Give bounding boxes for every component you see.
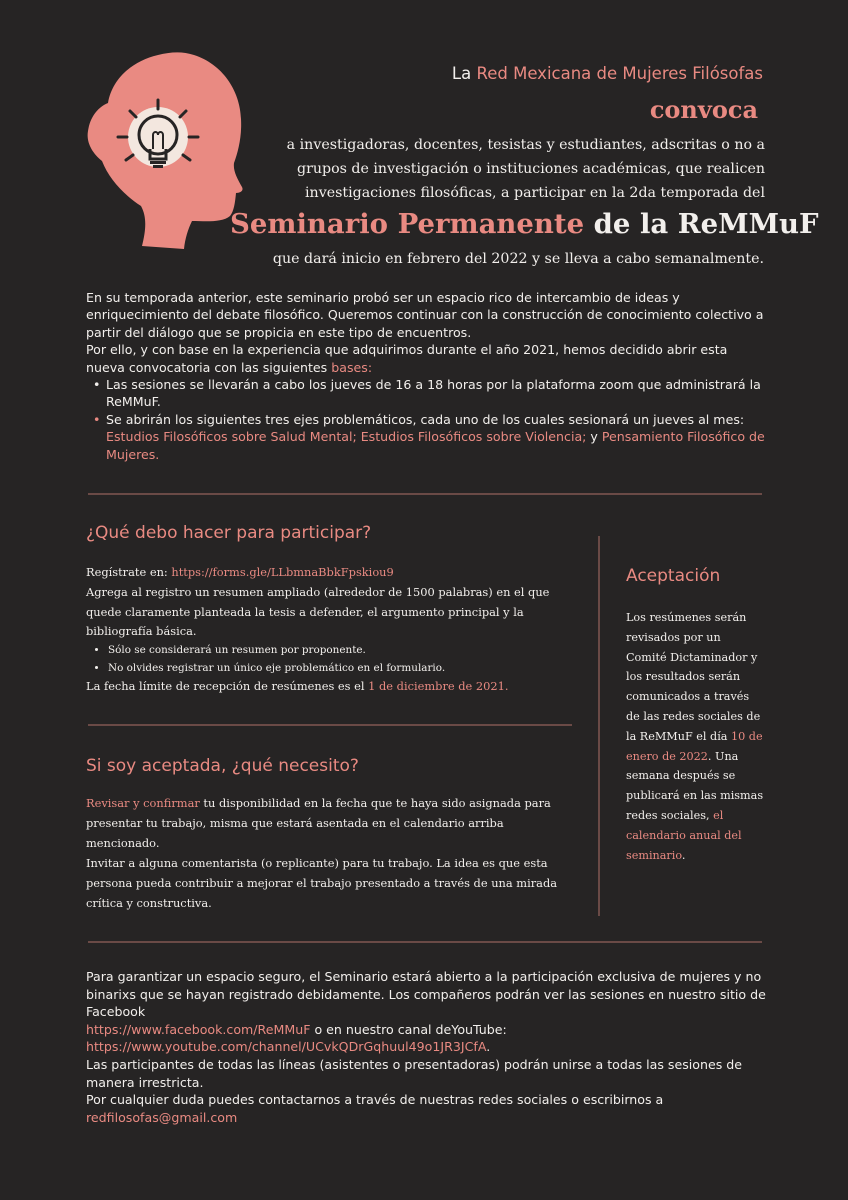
aceptada-paragraph-text: tu disponibilidad en la fecha que te haya sido asignada para presentar tu trabajo, misma que estará asentada en el calendario arriba mencionado.: [86, 796, 551, 850]
footer-text-part: Por cualquier duda puedes contactarnos a través de nuestras redes sociales o escribirnos a: [86, 1092, 664, 1108]
body-paragraph: En su temporada anterior, este seminario probó ser un espacio rico de intercambio de ideas y enriquecimiento del debate filosófico. Queremos continuar con la construcción de conocimiento colectivo a partir del diálogo que se propicia en este tipo de encuentros.: [86, 290, 764, 340]
bases-list: [86, 376, 766, 463]
divider: [88, 941, 762, 943]
aceptada-text: [86, 794, 576, 913]
bases-item-text: Se abrirán los siguientes tres ejes problemáticos, cada uno de los cuales sesionará un jueves al mes:: [106, 411, 745, 427]
footer-paragraph: Las participantes de todas las líneas (asistentes o presentadoras) podrán unirse a todas las sesiones de manera irrestricta.: [86, 1056, 743, 1090]
organization-line: [300, 64, 763, 83]
body-paragraph: [86, 341, 766, 376]
participar-text: [86, 563, 576, 697]
aceptacion-text-part: . Una semana después se publicará en las mismas redes sociales,: [626, 749, 764, 822]
email-link[interactable]: redfilosofas@gmail.com: [86, 1109, 238, 1125]
divider: [88, 724, 572, 726]
aceptada-paragraph: [86, 794, 576, 854]
deadline-text: La fecha límite de recepción de resúmenes es el: [86, 679, 369, 694]
participar-description: Agrega al registro un resumen ampliado (alrededor de 1500 palabras) en el que quede claramente planteada la tesis a defender, el argumento principal y la bibliografía básica.: [86, 584, 550, 639]
deadline-line: [86, 677, 576, 697]
results-date: 10 de enero de 2022: [626, 729, 763, 763]
register-link[interactable]: https://forms.gle/LLbmnaBbkFpskiou9: [171, 565, 394, 579]
intro-text: [270, 133, 765, 205]
aceptada-paragraph: Invitar a alguna comentarista (o replicante) para tu trabajo. La idea es que esta persona pueda contribuir a mejorar el trabajo presentado a través de una mirada crítica y constructiva.: [86, 855, 558, 910]
deadline-date: 1 de diciembre de 2021.: [368, 679, 509, 694]
seminar-title-accent: Seminario Permanente: [230, 208, 585, 240]
participar-bullets: [86, 642, 576, 677]
aceptacion-text: [626, 608, 764, 865]
seminar-title: [230, 208, 819, 240]
youtube-link[interactable]: https://www.youtube.com/channel/UCvkQDrGqhuul49o1JR3JCfA: [86, 1039, 487, 1055]
axis-list: Estudios Filosóficos sobre Salud Mental; Estudios Filosóficos sobre Violencia;: [106, 429, 587, 445]
footer-text-part: Para garantizar un espacio seguro, el Seminario estará abierto a la participación exclusiva de mujeres y no binarixs que se hayan registrado debidamente. Los compañeros podrán ver las sesiones en nuestro sitio de Facebook: [86, 969, 766, 1020]
footer-paragraph: [86, 968, 766, 1056]
convoca-heading: convoca: [649, 95, 758, 124]
aceptada-heading: Si soy aceptada, ¿qué necesito?: [86, 756, 359, 776]
register-label: Regístrate en:: [86, 565, 172, 579]
intro-line: a investigadoras, docentes, tesistas y estudiantes, adscritas o no a: [286, 137, 765, 153]
start-date-line: que dará inicio en febrero del 2022 y se lleva a cabo semanalmente.: [272, 251, 764, 267]
annual-calendar: el calendario anual del seminario: [626, 808, 742, 862]
footer-text-part: o en nuestro canal deYouTube:: [310, 1021, 507, 1037]
footer-text-part: .: [486, 1039, 491, 1055]
footer-paragraph: [86, 1091, 766, 1126]
intro-line: grupos de investigación o instituciones académicas, que realicen: [296, 161, 765, 177]
participar-bullet: • Sólo se considerará un resumen por proponente.: [108, 642, 576, 660]
woman-head-lightbulb-icon: [84, 45, 244, 250]
bases-label: bases:: [331, 359, 373, 375]
org-prefix: La: [451, 64, 477, 83]
org-name: Red Mexicana de Mujeres Filósofas: [476, 64, 763, 83]
footer-text: [86, 968, 766, 1126]
bases-item: • Las sesiones se llevarán a cabo los jueves de 16 a 18 horas por la plataforma zoom que administrará la ReMMuF.: [106, 376, 766, 411]
participar-bullet: • No olvides registrar un único eje problemático en el formulario.: [108, 660, 576, 678]
revisar-confirmar: Revisar y confirmar: [86, 796, 200, 810]
register-line: [86, 563, 576, 583]
participar-heading: ¿Qué debo hacer para participar?: [86, 523, 372, 543]
aceptacion-text-part: Los resúmenes serán revisados por un Comité Dictaminador y los resultados serán comunicados a través de las redes sociales de la ReMMuF el día: [626, 611, 761, 743]
seminar-title-rest: de la ReMMuF: [584, 208, 819, 240]
bases-item-text: y: [586, 429, 602, 445]
body-paragraph-text: Por ello, y con base en la experiencia que adquirimos durante el año 2021, hemos decidido abrir esta nueva convocatoria con las siguientes: [86, 342, 728, 375]
aceptacion-heading: Aceptación: [626, 566, 721, 586]
divider: [88, 493, 762, 495]
facebook-link[interactable]: https://www.facebook.com/ReMMuF: [86, 1021, 311, 1037]
bases-item: [106, 411, 766, 463]
body-intro: [86, 289, 766, 463]
axis-item: Pensamiento Filosófico de Mujeres.: [106, 429, 765, 462]
vertical-divider: [598, 536, 600, 916]
intro-line: investigaciones filosóficas, a participar en la 2da temporada del: [305, 185, 765, 201]
aceptacion-text-part: .: [681, 848, 686, 862]
